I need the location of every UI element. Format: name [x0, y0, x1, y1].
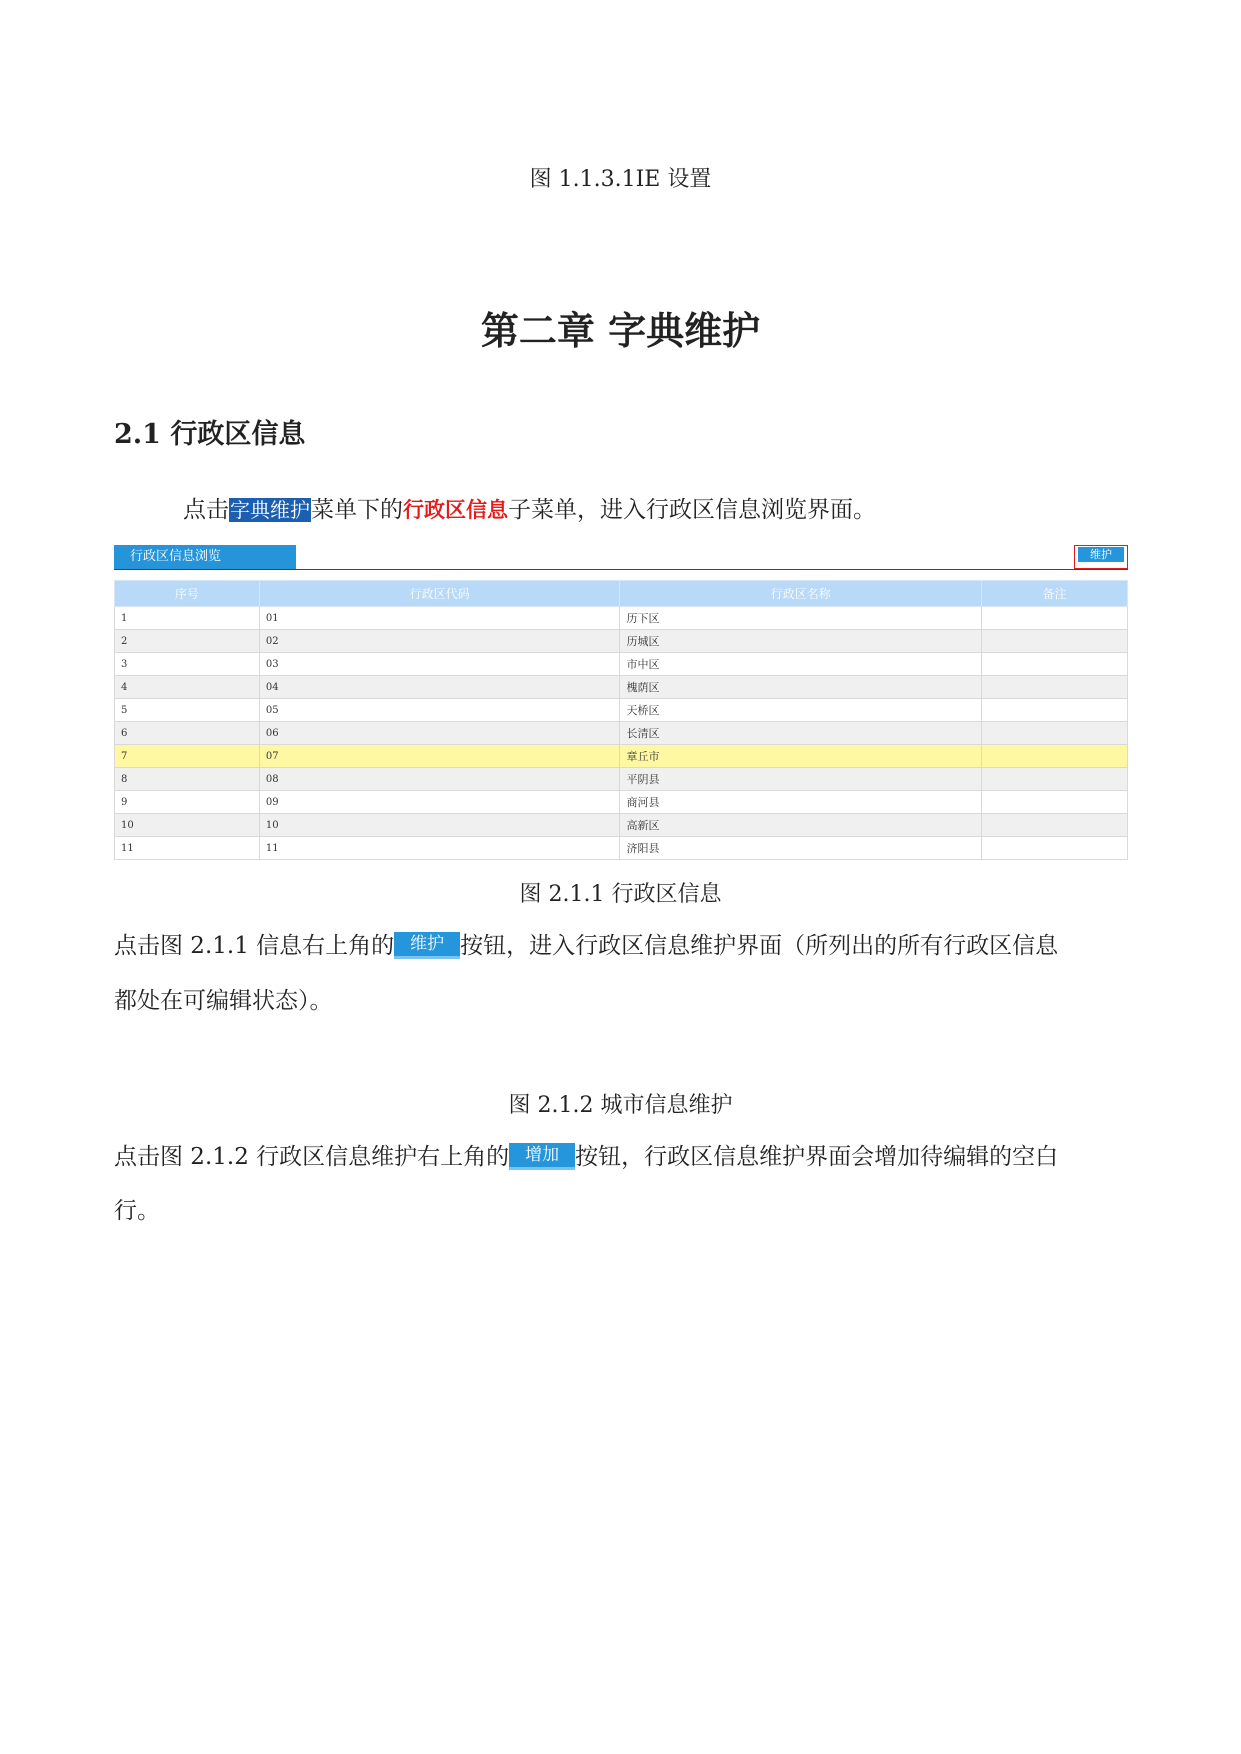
table-header-row	[115, 581, 1128, 607]
cell-remark	[982, 722, 1128, 745]
paragraph-maintain-line2: 都处在可编辑状态）。	[114, 988, 333, 1014]
cell-index: 10	[115, 814, 260, 837]
cell-code: 10	[259, 814, 620, 837]
cell-name: 天桥区	[620, 699, 982, 722]
table-row[interactable]	[115, 768, 1128, 791]
cell-index: 1	[115, 607, 260, 630]
cell-index: 5	[115, 699, 260, 722]
cell-remark	[982, 630, 1128, 653]
intro-mid: 菜单下的	[311, 497, 403, 523]
maintain-button[interactable]: 维护	[1078, 547, 1124, 562]
cell-code: 01	[259, 607, 620, 630]
paragraph-add-line1	[114, 1143, 1058, 1172]
menu-highlight: 字典维护	[230, 498, 310, 522]
cell-name: 高新区	[620, 814, 982, 837]
table-row[interactable]	[115, 722, 1128, 745]
cell-name: 平阴县	[620, 768, 982, 791]
cell-index: 2	[115, 630, 260, 653]
cell-remark	[982, 653, 1128, 676]
table-row[interactable]	[115, 837, 1128, 860]
figure-caption-212: 图 2.1.2 城市信息维护	[508, 1093, 733, 1118]
cell-remark	[982, 607, 1128, 630]
cell-code: 04	[259, 676, 620, 699]
cell-remark	[982, 768, 1128, 791]
cell-remark	[982, 745, 1128, 768]
figure-caption-211: 图 2.1.1 行政区信息	[519, 882, 722, 907]
cell-code: 07	[259, 745, 620, 768]
cell-name: 济阳县	[620, 837, 982, 860]
cell-code: 11	[259, 837, 620, 860]
cell-index: 4	[115, 676, 260, 699]
paragraph-add-line2: 行。	[114, 1198, 160, 1224]
paragraph-maintain-line1	[114, 932, 1058, 961]
para3-pre: 点击图 2.1.2 行政区信息维护右上角的	[114, 1144, 510, 1170]
table-row[interactable]	[115, 791, 1128, 814]
table-row[interactable]	[115, 699, 1128, 722]
intro-post: 子菜单，进入行政区信息浏览界面。	[508, 497, 876, 523]
col-header-name: 行政区名称	[620, 581, 982, 607]
table-row[interactable]	[115, 676, 1128, 699]
cell-remark	[982, 791, 1128, 814]
chapter-title: 第二章 字典维护	[480, 308, 761, 353]
cell-index: 8	[115, 768, 260, 791]
cell-code: 05	[259, 699, 620, 722]
cell-remark	[982, 837, 1128, 860]
cell-code: 03	[259, 653, 620, 676]
para3-post: 按钮，行政区信息维护界面会增加待编辑的空白	[575, 1144, 1059, 1170]
panel-title: 行政区信息浏览	[114, 545, 296, 569]
intro-pre: 点击	[183, 497, 229, 523]
cell-name: 长清区	[620, 722, 982, 745]
district-table	[114, 580, 1128, 860]
table-row[interactable]	[115, 653, 1128, 676]
maintain-button-image: 维护	[394, 932, 460, 959]
cell-name: 槐荫区	[620, 676, 982, 699]
panel-divider	[114, 569, 1128, 570]
table-body	[115, 607, 1128, 860]
cell-code: 09	[259, 791, 620, 814]
cell-remark	[982, 676, 1128, 699]
table-row[interactable]	[115, 814, 1128, 837]
cell-remark	[982, 814, 1128, 837]
cell-index: 7	[115, 745, 260, 768]
table-row[interactable]	[115, 630, 1128, 653]
cell-name: 历下区	[620, 607, 982, 630]
cell-index: 9	[115, 791, 260, 814]
cell-name: 章丘市	[620, 745, 982, 768]
para2-post: 按钮，进入行政区信息维护界面（所列出的所有行政区信息	[460, 933, 1059, 959]
col-header-index: 序号	[115, 581, 260, 607]
intro-paragraph	[183, 497, 876, 525]
cell-name: 历城区	[620, 630, 982, 653]
col-header-remark: 备注	[982, 581, 1128, 607]
table-row[interactable]	[115, 607, 1128, 630]
section-title: 2.1 行政区信息	[114, 419, 306, 450]
cell-index: 3	[115, 653, 260, 676]
cell-code: 08	[259, 768, 620, 791]
cell-code: 02	[259, 630, 620, 653]
cell-remark	[982, 699, 1128, 722]
cell-index: 6	[115, 722, 260, 745]
figure-caption-ie-settings: 图 1.1.3.1IE 设置	[529, 167, 712, 192]
district-browse-screenshot	[114, 545, 1128, 861]
cell-index: 11	[115, 837, 260, 860]
col-header-code: 行政区代码	[259, 581, 620, 607]
table-row[interactable]	[115, 745, 1128, 768]
para2-pre: 点击图 2.1.1 信息右上角的	[114, 933, 395, 959]
add-button-image: 增加	[509, 1143, 575, 1170]
cell-name: 市中区	[620, 653, 982, 676]
submenu-highlight: 行政区信息	[403, 498, 508, 522]
cell-name: 商河县	[620, 791, 982, 814]
cell-code: 06	[259, 722, 620, 745]
